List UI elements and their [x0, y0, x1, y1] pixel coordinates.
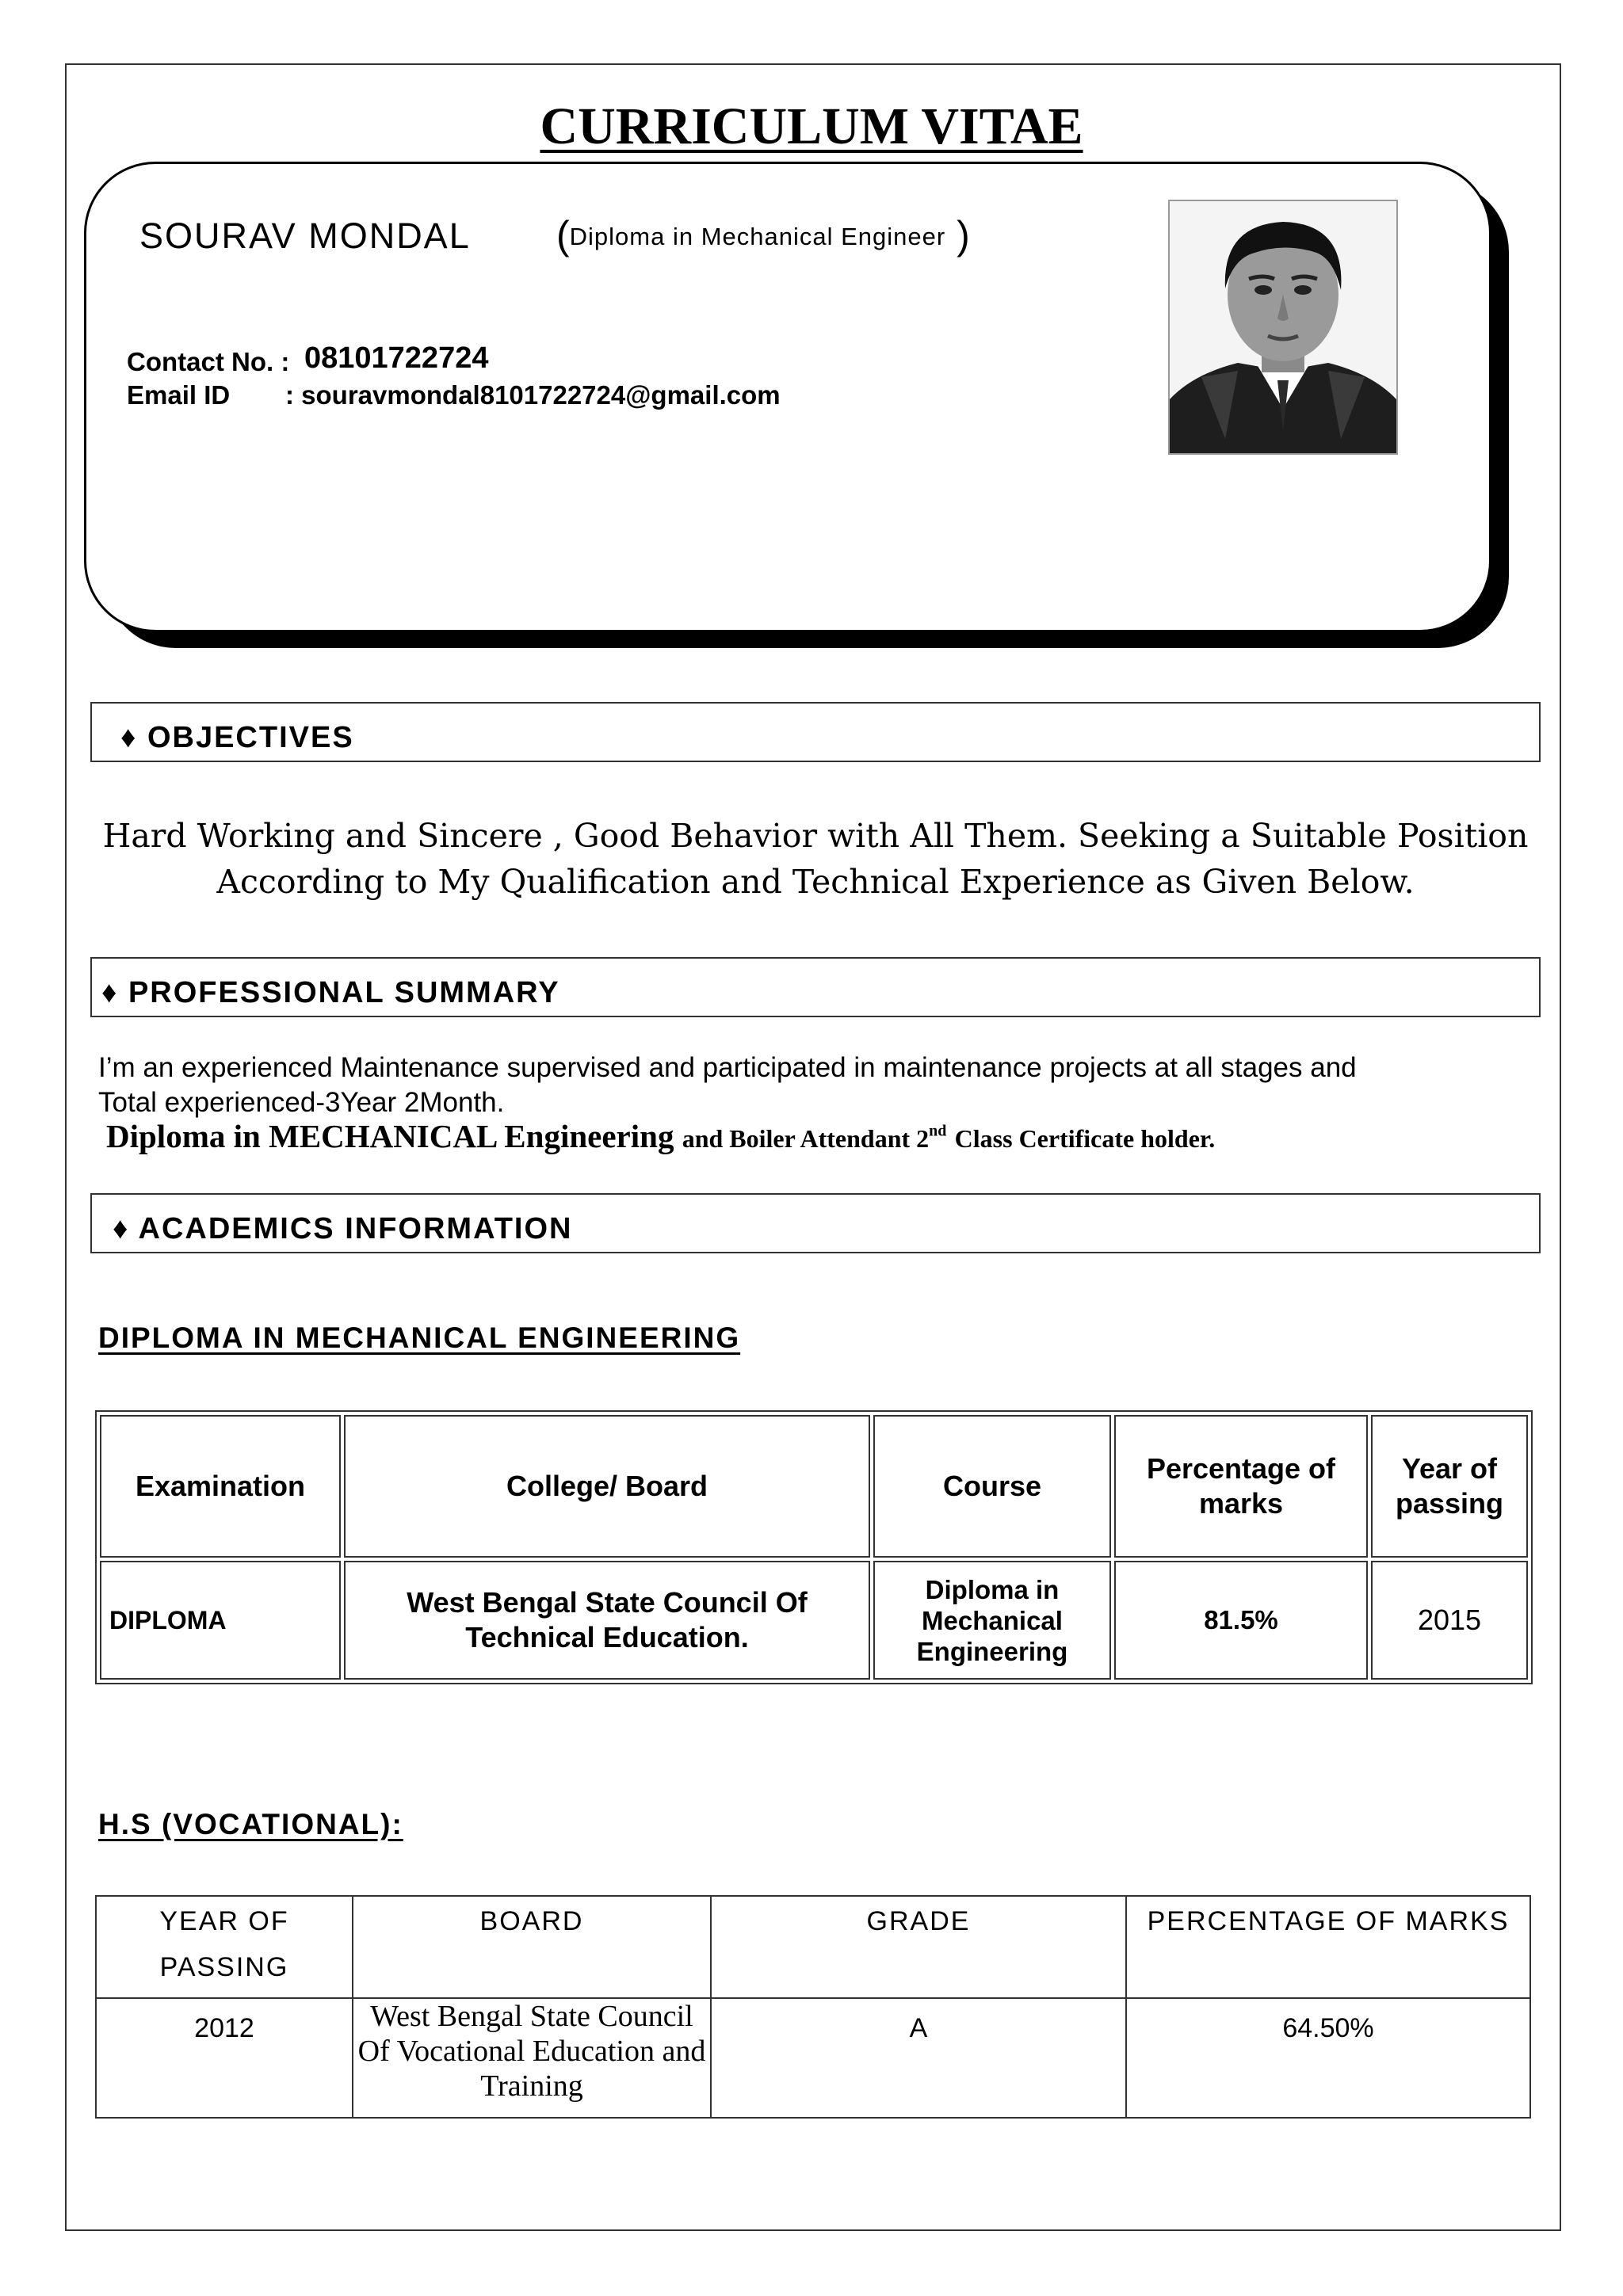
table-row — [96, 1998, 1530, 2118]
objectives-heading: ♦ OBJECTIVES — [120, 721, 354, 754]
table-cell: DIPLOMA — [100, 1561, 341, 1680]
table-header-cell: GRADE — [711, 1896, 1126, 1998]
table-row — [100, 1561, 1528, 1680]
summary-boiler: and Boiler Attendant 2 — [682, 1124, 930, 1153]
email-label: Email ID — [127, 380, 231, 410]
summary-boiler-end: Class Certificate holder. — [954, 1124, 1216, 1153]
table-header-row — [96, 1896, 1530, 1998]
table-header-cell: Year of passing — [1371, 1415, 1528, 1558]
table-cell: 2015 — [1371, 1561, 1528, 1680]
table-header-cell: PERCENTAGE OF MARKS — [1126, 1896, 1530, 1998]
table-cell: A — [711, 1998, 1126, 2118]
profile-photo — [1168, 200, 1398, 455]
summary-certification — [106, 1117, 1215, 1155]
summary-heading: ♦ PROFESSIONAL SUMMARY — [101, 976, 560, 1009]
table-header-cell: College/ Board — [344, 1415, 870, 1558]
candidate-name: SOURAV MONDAL — [139, 215, 471, 256]
table-cell: West Bengal State Council Of Technical Education. — [344, 1561, 870, 1680]
table-cell: 2012 — [96, 1998, 353, 2118]
academics-section-header — [90, 1193, 1541, 1253]
table-cell: 64.50% — [1126, 1998, 1530, 2118]
summary-diploma: Diploma in MECHANICAL Engineering — [106, 1118, 674, 1154]
contact-label: Contact No. : — [127, 347, 290, 376]
table-header-row — [100, 1415, 1528, 1558]
summary-boiler-sup: nd — [929, 1122, 947, 1140]
qualification-text: Diploma in Mechanical Engineer — [569, 223, 946, 250]
academics-heading: ♦ ACADEMICS INFORMATION — [113, 1212, 573, 1245]
summary-line-2: Total experienced-3Year 2Month. — [98, 1087, 505, 1118]
summary-text — [98, 1051, 1357, 1120]
table-header-cell: Percentage of marks — [1114, 1415, 1368, 1558]
page-title: CURRICULUM VITAE — [540, 97, 1083, 155]
candidate-qualification: (Diploma in Mechanical Engineer ) — [556, 213, 970, 257]
table-cell: 81.5% — [1114, 1561, 1368, 1680]
table-header-cell: BOARD — [353, 1896, 711, 1998]
hs-subheading: H.S (VOCATIONAL): — [98, 1808, 403, 1840]
hs-table — [95, 1895, 1531, 2119]
objectives-text: Hard Working and Sincere , Good Behavior with All Them. Seeking a Suitable Position According to My Qualification and Technical Experience as Given Below. — [102, 817, 1529, 901]
objectives-section-header — [90, 702, 1541, 762]
table-header-cell: YEAR OF PASSING — [96, 1896, 353, 1998]
email-address: : souravmondal8101722724@gmail.com — [285, 380, 781, 410]
table-cell: West Bengal State Council Of Vocational Education and Training — [353, 1998, 711, 2118]
diploma-subheading: DIPLOMA IN MECHANICAL ENGINEERING — [98, 1322, 741, 1354]
table-header-cell: Examination — [100, 1415, 341, 1558]
person-photo-icon — [1170, 201, 1396, 453]
diploma-table — [95, 1410, 1533, 1684]
summary-section-header — [90, 957, 1541, 1017]
table-cell: Diploma in Mechanical Engineering — [873, 1561, 1111, 1680]
contact-number: 08101722724 — [304, 341, 489, 375]
summary-line-1: I’m an experienced Maintenance supervised and participated in maintenance projects at all stages and — [98, 1052, 1357, 1083]
table-header-cell: Course — [873, 1415, 1111, 1558]
